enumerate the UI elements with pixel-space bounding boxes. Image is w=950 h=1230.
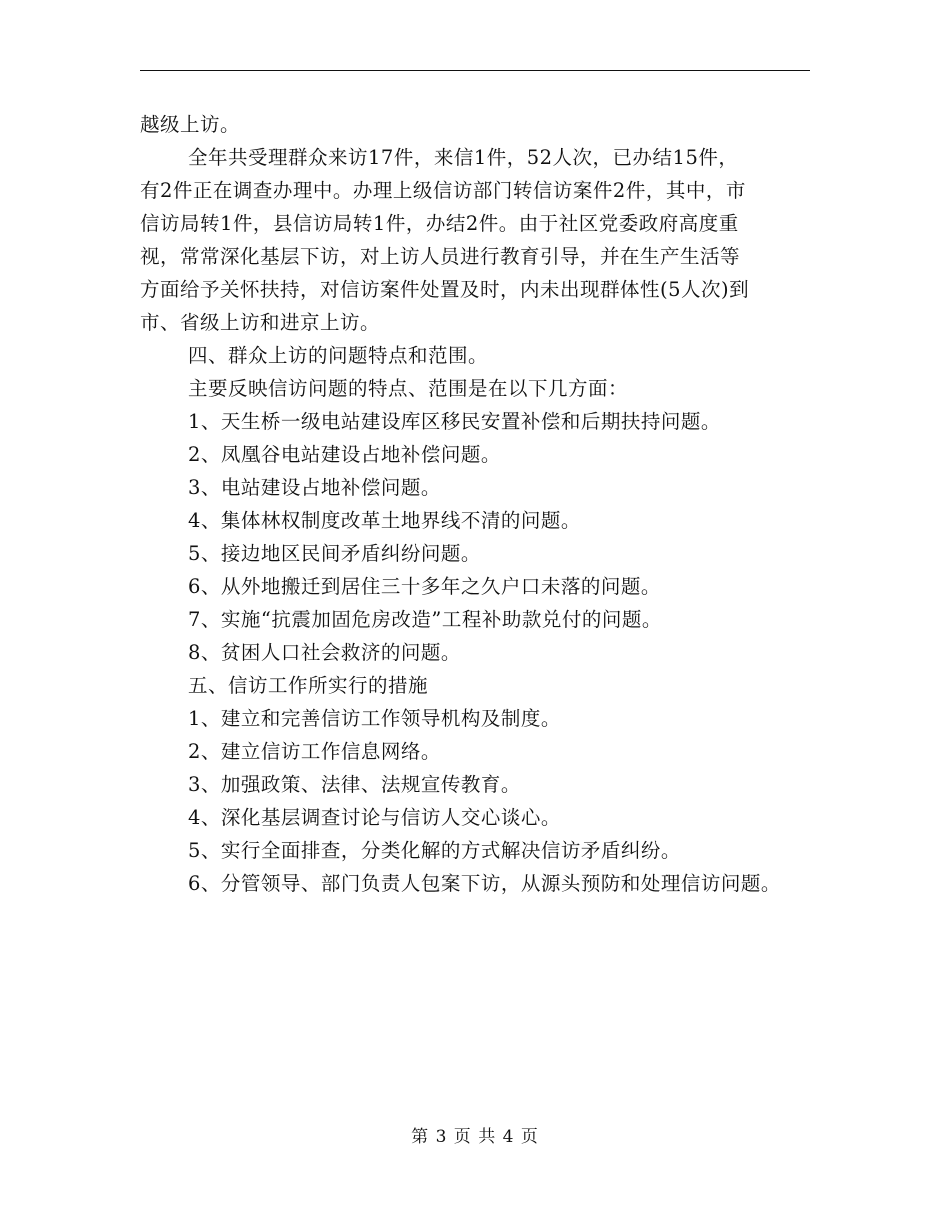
text-line: 信访局转1件，县信访局转1件，办结2件。由于社区党委政府高度重 (140, 212, 739, 235)
text-line: 四、群众上访的问题特点和范围。 (188, 344, 489, 367)
text-line: 4、集体林权制度改革土地界线不清的问题。 (188, 509, 581, 532)
text-line: 1、建立和完善信访工作领导机构及制度。 (188, 707, 561, 730)
text-line: 有2件正在调查办理中。办理上级信访部门转信访案件2件，其中，市 (140, 179, 746, 202)
text-line: 市、省级上访和进京上访。 (140, 311, 381, 334)
text-line: 主要反映信访问题的特点、范围是在以下几方面： (188, 377, 629, 400)
text-line: 6、分管领导、部门负责人包案下访，从源头预防和处理信访问题。 (188, 872, 781, 895)
text-line: 视，常常深化基层下访，对上访人员进行教育引导，并在生产生活等 (140, 245, 741, 268)
text-line: 5、接边地区民间矛盾纠纷问题。 (188, 542, 481, 565)
text-line: 全年共受理群众来访17件，来信1件，52人次，已办结15件， (188, 146, 739, 169)
page-footer: 第 3 页 共 4 页 (411, 1127, 539, 1147)
text-line: 五、信访工作所实行的措施 (188, 674, 429, 697)
text-line: 越级上访。 (140, 113, 241, 136)
text-line: 7、实施“抗震加固危房改造”工程补助款兑付的问题。 (188, 608, 662, 631)
text-line: 2、建立信访工作信息网络。 (188, 740, 441, 763)
text-line: 5、实行全面排查，分类化解的方式解决信访矛盾纠纷。 (188, 839, 681, 862)
text-line: 方面给予关怀扶持，对信访案件处置及时，内未出现群体性(5人次)到 (140, 278, 750, 301)
text-line: 2、凤凰谷电站建设占地补偿问题。 (188, 443, 501, 466)
text-line: 8、贫困人口社会救济的问题。 (188, 641, 461, 664)
header-rule (140, 70, 810, 71)
text-line: 4、深化基层调查讨论与信访人交心谈心。 (188, 806, 561, 829)
document-body (140, 108, 830, 900)
text-line: 1、天生桥一级电站建设库区移民安置补偿和后期扶持问题。 (188, 410, 721, 433)
text-line: 3、电站建设占地补偿问题。 (188, 476, 441, 499)
text-line: 6、从外地搬迁到居住三十多年之久户口未落的问题。 (188, 575, 661, 598)
text-line: 3、加强政策、法律、法规宣传教育。 (188, 773, 521, 796)
